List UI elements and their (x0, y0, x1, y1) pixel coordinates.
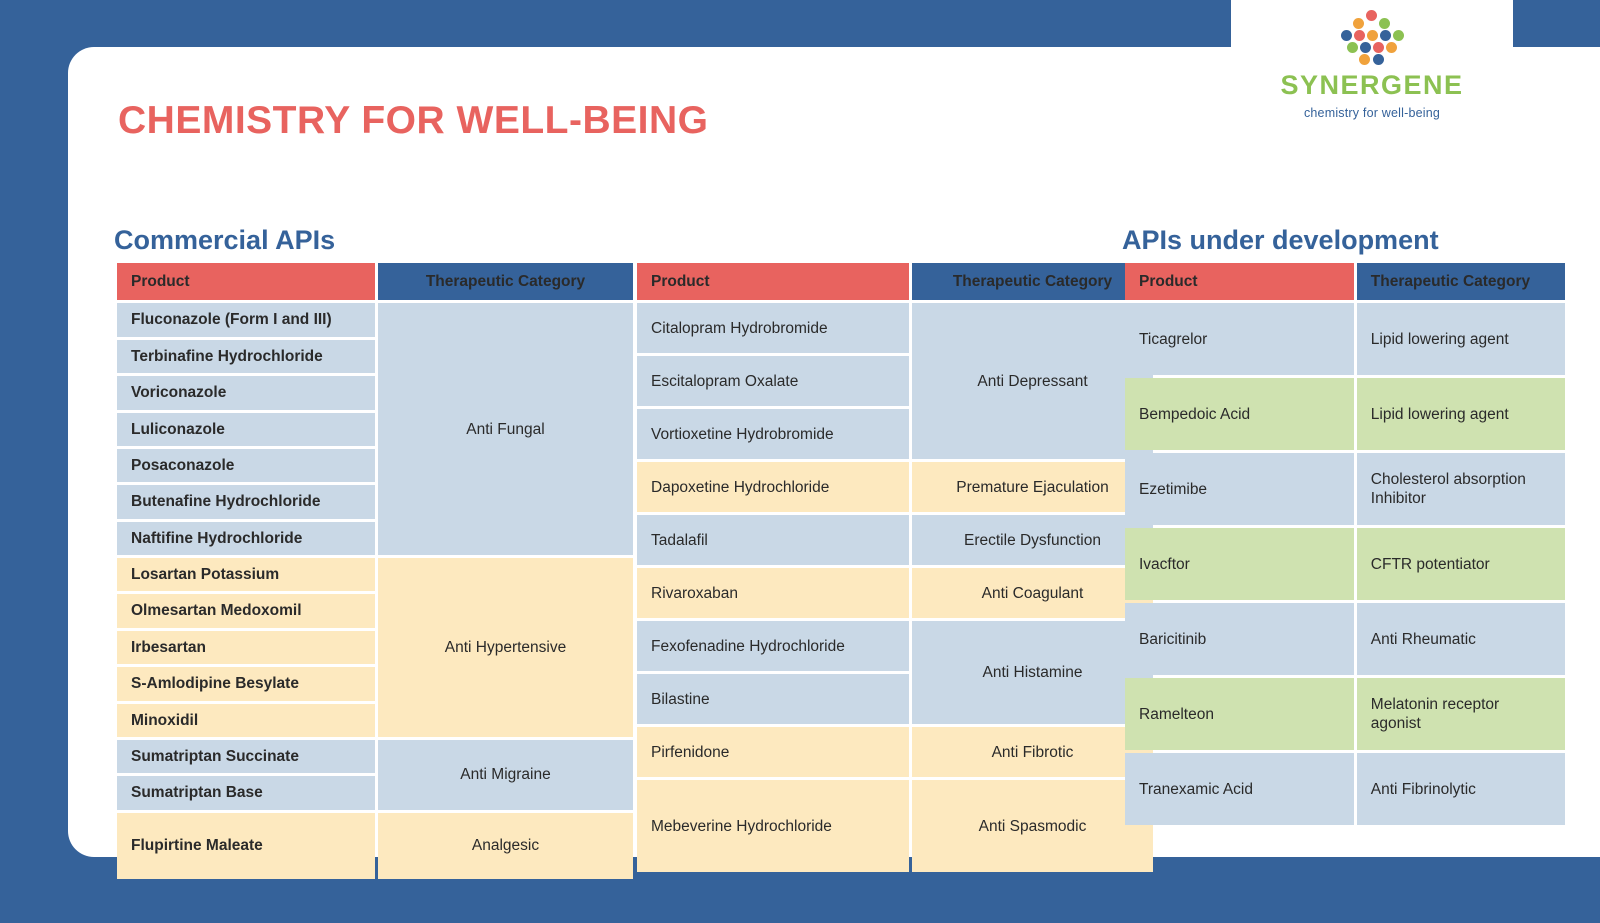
company-logo (1231, 0, 1513, 135)
table-row (637, 303, 1153, 353)
product-cell: Butenafine Hydrochloride (117, 485, 375, 518)
column-header-product: Product (1125, 263, 1354, 300)
product-cell: Fluconazole (Form I and III) (117, 303, 375, 336)
product-cell: Tranexamic Acid (1125, 753, 1354, 825)
section-heading-commercial: Commercial APIs (114, 225, 336, 255)
table-row (1125, 678, 1565, 750)
table-row (117, 813, 633, 879)
product-cell: Baricitinib (1125, 603, 1354, 675)
product-cell: S-Amlodipine Besylate (117, 667, 375, 700)
product-cell: Pirfenidone (637, 727, 909, 777)
product-cell: Luliconazole (117, 413, 375, 446)
product-cell: Losartan Potassium (117, 558, 375, 591)
table-row (637, 727, 1153, 777)
table-header-row (117, 263, 633, 300)
category-cell: Anti Hypertensive (378, 558, 633, 737)
logo-tagline: chemistry for well-being (1303, 106, 1441, 120)
product-cell: Tadalafil (637, 515, 909, 565)
page-title: CHEMISTRY FOR WELL-BEING (118, 99, 709, 142)
product-cell: Ezetimibe (1125, 453, 1354, 525)
column-header-category: Therapeutic Category (378, 263, 633, 300)
category-cell: Erectile Dysfunction (912, 515, 1153, 565)
column-header-category: Therapeutic Category (1357, 263, 1565, 300)
product-cell: Naftifine Hydrochloride (117, 522, 375, 555)
category-cell: Premature Ejaculation (912, 462, 1153, 512)
logo-wordmark-text: SYNERGENE (1280, 70, 1464, 100)
category-cell: CFTR potentiator (1357, 528, 1565, 600)
category-cell: Melatonin receptor agonist (1357, 678, 1565, 750)
table-row (637, 515, 1153, 565)
product-cell: Ivacftor (1125, 528, 1354, 600)
section-heading-development: APIs under development (1122, 225, 1439, 255)
product-cell: Ticagrelor (1125, 303, 1354, 375)
logo-wordmark (1231, 70, 1513, 101)
product-cell: Voriconazole (117, 376, 375, 409)
product-cell: Escitalopram Oxalate (637, 356, 909, 406)
table-row (1125, 753, 1565, 825)
category-cell: Analgesic (378, 813, 633, 879)
table-row (117, 303, 633, 336)
category-cell: Anti Coagulant (912, 568, 1153, 618)
table-row (117, 740, 633, 773)
category-cell: Anti Fungal (378, 303, 633, 555)
table-row (1125, 453, 1565, 525)
product-cell: Flupirtine Maleate (117, 813, 375, 879)
category-cell: Anti Spasmodic (912, 780, 1153, 872)
molecule-icon (1339, 10, 1405, 68)
development-table (1122, 260, 1568, 828)
commercial-table-right (634, 260, 1156, 875)
column-header-product: Product (117, 263, 375, 300)
product-cell: Irbesartan (117, 631, 375, 664)
category-cell: Anti Fibrinolytic (1357, 753, 1565, 825)
column-header-category: Therapeutic Category (912, 263, 1153, 300)
category-cell: Lipid lowering agent (1357, 378, 1565, 450)
product-cell: Bilastine (637, 674, 909, 724)
table-header-row (1125, 263, 1565, 300)
table-row (637, 462, 1153, 512)
product-cell: Bempedoic Acid (1125, 378, 1354, 450)
product-cell: Terbinafine Hydrochloride (117, 340, 375, 373)
column-header-product: Product (637, 263, 909, 300)
table-header-row (637, 263, 1153, 300)
product-cell: Olmesartan Medoxomil (117, 594, 375, 627)
product-cell: Minoxidil (117, 704, 375, 737)
table-row (637, 780, 1153, 872)
table-row (1125, 378, 1565, 450)
product-cell: Citalopram Hydrobromide (637, 303, 909, 353)
product-cell: Dapoxetine Hydrochloride (637, 462, 909, 512)
category-cell: Cholesterol absorption Inhibitor (1357, 453, 1565, 525)
commercial-table-left (114, 260, 636, 882)
category-cell: Anti Rheumatic (1357, 603, 1565, 675)
product-cell: Fexofenadine Hydrochloride (637, 621, 909, 671)
table-row (1125, 603, 1565, 675)
category-cell: Lipid lowering agent (1357, 303, 1565, 375)
category-cell: Anti Histamine (912, 621, 1153, 724)
product-cell: Vortioxetine Hydrobromide (637, 409, 909, 459)
table-row (637, 568, 1153, 618)
table-row (1125, 303, 1565, 375)
product-cell: Posaconazole (117, 449, 375, 482)
product-cell: Sumatriptan Base (117, 776, 375, 809)
product-cell: Rivaroxaban (637, 568, 909, 618)
table-row (117, 558, 633, 591)
table-row (1125, 528, 1565, 600)
category-cell: Anti Fibrotic (912, 727, 1153, 777)
product-cell: Sumatriptan Succinate (117, 740, 375, 773)
product-cell: Ramelteon (1125, 678, 1354, 750)
category-cell: Anti Depressant (912, 303, 1153, 459)
content-card (68, 47, 1600, 857)
table-row (637, 621, 1153, 671)
product-cell: Mebeverine Hydrochloride (637, 780, 909, 872)
category-cell: Anti Migraine (378, 740, 633, 810)
